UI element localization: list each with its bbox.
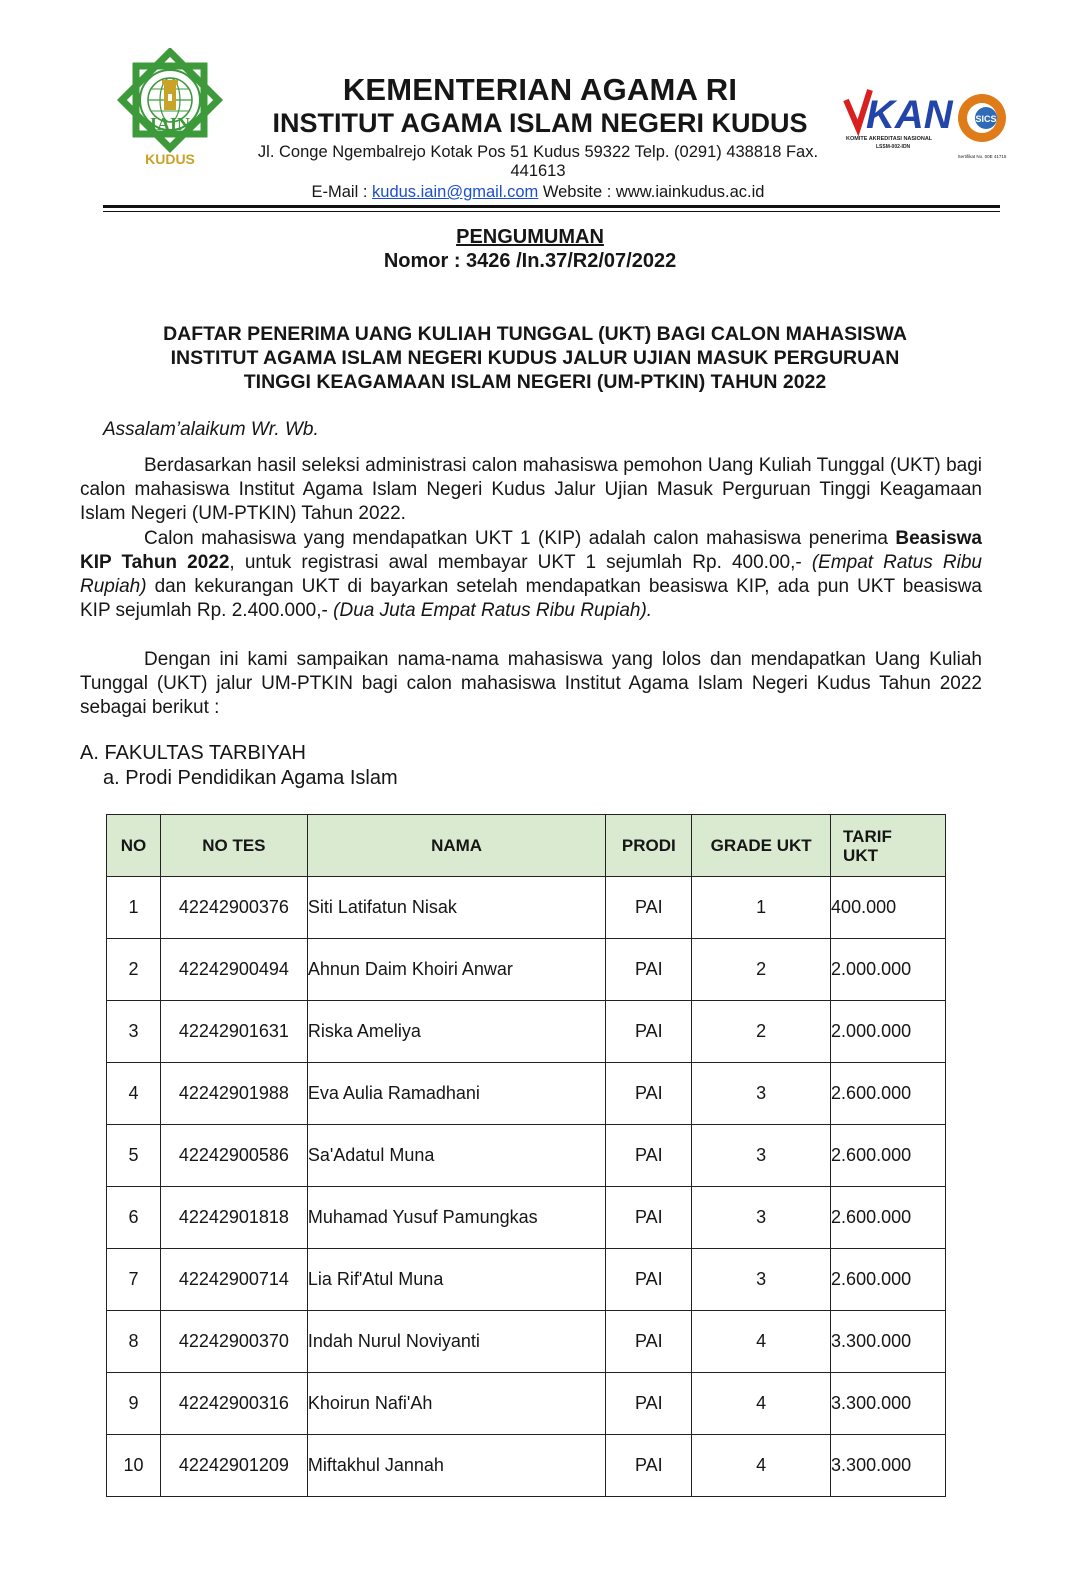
document-title-line-1: DAFTAR PENERIMA UANG KULIAH TUNGGAL (UKT) BAGI CALON MAHASISWA [163,323,907,345]
cell-tarif: 3.300.000 [831,1373,946,1435]
address-line-2: 441613 [510,162,566,180]
cell-prodi: PAI [606,939,692,1001]
cell-tarif: 400.000 [831,877,946,939]
ukt-table [106,814,946,1497]
address-line-1: Jl. Conge Ngembalrejo Kotak Pos 51 Kudus 59322 Telp. (0291) 438818 Fax. [257,143,819,161]
cell-no: 1 [107,877,161,939]
cell-no-tes: 42242901818 [160,1187,307,1249]
paragraph-2-bold: Beasiswa KIP Tahun 2022 [80,528,982,573]
cell-nama: Lia Rif'Atul Muna [307,1249,606,1311]
svg-text:KUDUS: KUDUS [145,151,195,167]
accreditation-logos [842,84,1008,164]
sucofindo-sics-logo [958,88,1007,159]
cell-no: 2 [107,939,161,1001]
table-row [107,1249,946,1311]
paragraph-2-italic-1: (Empat Ratus Ribu Rupiah) [80,552,982,597]
document-title [100,322,970,394]
svg-text:ISO 9001: ISO 9001 [971,142,993,148]
cell-prodi: PAI [606,1001,692,1063]
cell-no-tes: 42242900376 [160,877,307,939]
svg-text:SUCOFINDO: SUCOFINDO [964,88,1000,94]
cell-no: 7 [107,1249,161,1311]
cell-tarif: 2.600.000 [831,1249,946,1311]
cell-no: 6 [107,1187,161,1249]
cell-grade: 4 [692,1435,831,1497]
table-row [107,1001,946,1063]
cell-tarif: 2.000.000 [831,939,946,1001]
cell-no-tes: 42242900494 [160,939,307,1001]
cell-tarif: 3.300.000 [831,1435,946,1497]
cell-nama: Sa'Adatul Muna [307,1125,606,1187]
cell-tarif: 2.600.000 [831,1187,946,1249]
cell-nama: Miftakhul Jannah [307,1435,606,1497]
cell-tarif: 3.300.000 [831,1311,946,1373]
cell-grade: 3 [692,1125,831,1187]
cell-no: 8 [107,1311,161,1373]
cell-prodi: PAI [606,1373,692,1435]
paragraph-1-text: Berdasarkan hasil seleksi administrasi calon mahasiswa pemohon Uang Kuliah Tunggal (UKT) bagi calon mahasiswa Institut Agama Islam Negeri Kudus Jalur Ujian Masuk Perguruan Tinggi Keagamaan Islam Negeri (UM-PTKIN) Tahun 2022. [80,455,982,524]
cell-no-tes: 42242900586 [160,1125,307,1187]
svg-text:KAN: KAN [866,93,953,137]
svg-text:Sertifikat No. 00E 41715: Sertifikat No. 00E 41715 [957,154,1007,159]
table-row [107,1187,946,1249]
cell-prodi: PAI [606,1063,692,1125]
cell-grade: 3 [692,1249,831,1311]
cell-no-tes: 42242900370 [160,1311,307,1373]
table-row [107,1311,946,1373]
paragraph-2-text-b: , untuk registrasi awal membayar UKT 1 sejumlah Rp. 400.00,- [229,552,812,573]
cell-nama: Muhamad Yusuf Pamungkas [307,1187,606,1249]
cell-prodi: PAI [606,1249,692,1311]
paragraph-2-italic-2: (Dua Juta Empat Ratus Ribu Rupiah). [333,600,653,621]
table-header-row [107,815,946,877]
cell-nama: Khoirun Nafi'Ah [307,1373,606,1435]
ministry-name: KEMENTERIAN AGAMA RI [342,72,738,107]
cell-no-tes: 42242900316 [160,1373,307,1435]
col-header-grade: GRADE UKT [692,815,831,877]
table-row [107,1125,946,1187]
email-label: E-Mail : [311,183,373,201]
cell-nama: Siti Latifatun Nisak [307,877,606,939]
email-link[interactable]: kudus.iain@gmail.com [372,183,539,201]
cell-prodi: PAI [606,877,692,939]
table-row [107,1063,946,1125]
cell-tarif: 2.600.000 [831,1125,946,1187]
cell-no: 10 [107,1435,161,1497]
website-text: Website : www.iainkudus.ac.id [538,183,765,201]
announcement-title: PENGUMUMAN [456,226,604,248]
cell-grade: 1 [692,877,831,939]
prodi-heading: a. Prodi Pendidikan Agama Islam [103,767,398,789]
header-rule-thick [103,205,1000,208]
svg-text:LSSM-002-IDN: LSSM-002-IDN [876,144,911,150]
document-title-line-2: INSTITUT AGAMA ISLAM NEGERI KUDUS JALUR UJIAN MASUK PERGURUAN [170,347,900,369]
cell-grade: 2 [692,1001,831,1063]
table-row [107,1435,946,1497]
col-header-tarif-line-2: UKT [843,845,878,865]
cell-nama: Ahnun Daim Khoiri Anwar [307,939,606,1001]
paragraph-3 [80,648,982,720]
iain-kudus-logo [116,48,224,170]
table-row [107,877,946,939]
cell-grade: 4 [692,1373,831,1435]
cell-prodi: PAI [606,1187,692,1249]
table-row [107,939,946,1001]
col-header-prodi: PRODI [606,815,692,877]
svg-text:SICS: SICS [975,114,997,124]
cell-grade: 3 [692,1187,831,1249]
cell-prodi: PAI [606,1435,692,1497]
cell-no: 5 [107,1125,161,1187]
paragraph-2 [80,527,982,623]
header-rule-thin [103,211,1000,212]
cell-grade: 2 [692,939,831,1001]
cell-nama: Riska Ameliya [307,1001,606,1063]
cell-nama: Indah Nurul Noviyanti [307,1311,606,1373]
cell-tarif: 2.600.000 [831,1063,946,1125]
announcement-number: Nomor : 3426 /In.37/R2/07/2022 [383,250,677,272]
cell-no-tes: 42242901988 [160,1063,307,1125]
greeting: Assalam’alaikum Wr. Wb. [103,419,319,440]
cell-no: 3 [107,1001,161,1063]
cell-prodi: PAI [606,1311,692,1373]
contact-line [228,183,848,202]
col-header-nama: NAMA [307,815,606,877]
cell-tarif: 2.000.000 [831,1001,946,1063]
paragraph-3-text: Dengan ini kami sampaikan nama-nama mahasiswa yang lolos dan mendapatkan Uang Kuliah Tunggal (UKT) jalur UM-PTKIN bagi calon mahasiswa Institut Agama Islam Negeri Kudus Tahun 2022 sebagai berikut : [80,649,982,718]
cell-grade: 3 [692,1063,831,1125]
cell-prodi: PAI [606,1125,692,1187]
paragraph-1 [80,454,982,526]
cell-no-tes: 42242900714 [160,1249,307,1311]
svg-text:KOMITE AKREDITASI NASIONAL: KOMITE AKREDITASI NASIONAL [846,136,933,142]
cell-no-tes: 42242901631 [160,1001,307,1063]
col-header-no: NO [107,815,161,877]
col-header-tarif-line-1: TARIF [843,826,892,846]
faculty-heading: A. FAKULTAS TARBIYAH [80,742,306,764]
col-header-tarif [831,815,946,877]
kan-logo [846,90,954,150]
institute-name: INSTITUT AGAMA ISLAM NEGERI KUDUS [272,108,808,138]
document-title-line-3: TINGGI KEAGAMAAN ISLAM NEGERI (UM-PTKIN) TAHUN 2022 [243,371,827,393]
table-row [107,1373,946,1435]
paragraph-2-text-a: Calon mahasiswa yang mendapatkan UKT 1 (KIP) adalah calon mahasiswa penerima [144,528,896,549]
col-header-no-tes: NO TES [160,815,307,877]
paragraph-2-text-c: dan kekurangan UKT di bayarkan setelah mendapatkan beasiswa KIP, ada pun UKT beasiswa KIP sejumlah Rp. 2.400.000,- [80,576,982,621]
cell-no: 4 [107,1063,161,1125]
cell-no-tes: 42242901209 [160,1435,307,1497]
cell-grade: 4 [692,1311,831,1373]
svg-text:IAIN: IAIN [149,114,191,134]
cell-no: 9 [107,1373,161,1435]
cell-nama: Eva Aulia Ramadhani [307,1063,606,1125]
